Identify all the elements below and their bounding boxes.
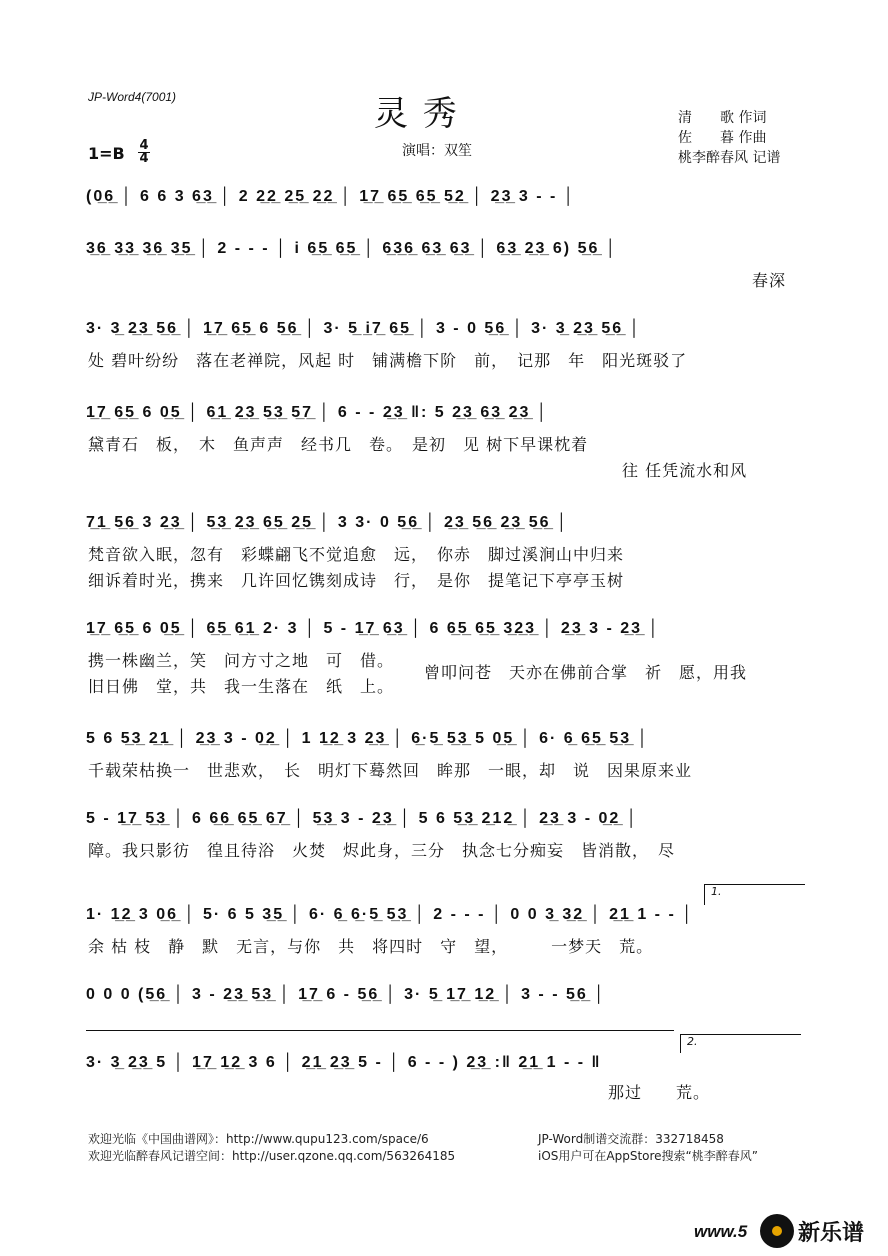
notes-line-3: 3· 3̲ 2̲3̲ 5̲6̲ │ 1̲7̲ 6̲5̲ 6 5̲6̲ │ 3· 5̲ i̲7̲ 6̲5̲ │ 3 - 0 5̲6̲ │ 3· 3̲ 2̲3̲ 5̲6̲ │ <box>86 320 642 337</box>
notes-line-11: 3· 3̲ 2̲3̲ 5 │ 1̲7̲ 1̲2̲ 3 6 │ 2̲1̲ 2̲3̲ 5 - │ 6 - - ) 2̲3̲ :‖ 2̲1̲ 1 - - ‖ <box>86 1054 602 1071</box>
composer-credit: 佐 暮 作曲 <box>678 130 767 146</box>
notes-line-5: 7̲1̲ 5̲6̲ 3 2̲3̲ │ 5̲3̲ 2̲3̲ 6̲5̲ 2̲5̲ │ 3 3· 0 5̲6̲ │ 2̲3̲ 5̲6̲ 2̲3̲ 5̲6̲ │ <box>86 514 569 531</box>
brand-logo: 新乐谱 <box>798 1221 865 1246</box>
key-signature: 1=B <box>88 144 125 163</box>
repeat-line <box>86 1030 674 1031</box>
footer-right-1: JP-Word制谱交流群：332718458 <box>538 1132 724 1146</box>
volta-label-1: 1. <box>711 885 722 898</box>
lyrics-line-2a: 春深 <box>752 271 787 290</box>
lyrics-line-7a: 千载荣枯换一 世悲欢， 长 明灯下蓦然回 眸那 一眼，却 说 因果原来业 <box>88 761 693 780</box>
transcriber-credit: 桃李醉春风 记谱 <box>678 150 781 166</box>
lyrics-line-6c: 曾叩问苍 天亦在佛前合掌 祈 愿，用我 <box>424 663 748 682</box>
notes-line-4: 1̲7̲ 6̲5̲ 6 0̲5̲ │ 6̲1̲ 2̲3̲ 5̲3̲ 5̲7̲ │ 6 - - 2̲3̲ ‖: 5 2̲3̲ 6̲3̲ 2̲3̲ │ <box>86 404 549 421</box>
lyrics-line-9a: 余 枯 枝 静 默 无言，与你 共 将四时 守 望， 一梦天 荒。 <box>88 937 654 956</box>
footer-right-2: iOS用户可在AppStore搜索“桃李醉春风” <box>538 1149 758 1163</box>
time-bottom: 4 <box>139 151 149 166</box>
footer-left-2: 欢迎光临醉春风记谱空间：http://user.qzone.qq.com/563264185 <box>88 1149 456 1163</box>
lyrics-line-5a: 梵音欲入眠，忽有 彩蝶翩飞不觉追愈 远， 你赤 脚过溪涧山中归来 <box>88 545 625 564</box>
record-logo-icon <box>760 1214 794 1248</box>
watermark-url: www.5 <box>694 1222 748 1241</box>
lyrics-line-6b: 旧日佛 堂，共 我一生落在 纸 上。 <box>88 677 395 696</box>
notes-line-10: 0 0 0 (5̲6̲ │ 3 - 2̲3̲ 5̲3̲ │ 1̲7̲ 6 - 5̲6̲ │ 3· 5̲ 1̲7̲ 1̲2̲ │ 3 - - 5̲6̲ │ <box>86 986 607 1003</box>
notes-line-2: 3̲6̲ 3̲3̲ 3̲6̲ 3̲5̲ │ 2 - - - │ i 6̲5̲ 6̲5̲ │ 6̲3̲6̲ 6̲3̲ 6̲3̲ │ 6̲3̲ 2̲3̲ 6) 5̲6̲ │ <box>86 240 618 257</box>
lyrics-line-8a: 障。我只影彷 徨且待浴 火焚 烬此身，三分 执念七分痴妄 皆消散， 尽 <box>88 841 676 860</box>
notes-line-9: 1· 1̲2̲ 3 0̲6̲ │ 5· 6 5 3̲5̲ │ 6· 6̲ 6̲·5̲ 5̲3̲ │ 2 - - - │ 0 0 3̲ 3̲2̲ │ 2̲1̲ 1 - - │ <box>86 906 695 923</box>
lyrics-line-11a: 那过 荒。 <box>608 1083 711 1102</box>
volta-label-2: 2. <box>687 1035 698 1048</box>
time-top: 4 <box>139 138 149 153</box>
singer-credit: 演唱：双笙 <box>402 143 472 159</box>
volta-bracket-1 <box>704 884 805 905</box>
notes-line-1: (0̲6̲ │ 6 6 3 6̲3̲ │ 2 2̲2̲ 2̲5̲ 2̲2̲ │ 1̲7̲ 6̲5̲ 6̲5̲ 5̲2̲ │ 2̲3̲ 3 - - │ <box>86 188 576 205</box>
notes-line-7: 5 6 5̲3̲ 2̲1̲ │ 2̲3̲ 3 - 0̲2̲ │ 1 1̲2̲ 3 2̲3̲ │ 6̲·5̲ 5̲3̲ 5 0̲5̲ │ 6· 6̲ 6̲5̲ 5̲3̲ │ <box>86 730 650 747</box>
notes-line-6: 1̲7̲ 6̲5̲ 6 0̲5̲ │ 6̲5̲ 6̲1̲ 2· 3 │ 5 - 1̲7̲ 6̲3̲ │ 6 6̲5̲ 6̲5̲ 3̲2̲3̲ │ 2̲3̲ 3 - 2̲3̲ │ <box>86 620 661 637</box>
lyricist-credit: 清 歌 作词 <box>678 110 767 126</box>
notes-line-8: 5 - 1̲7̲ 5̲3̲ │ 6 6̲6̲ 6̲5̲ 6̲7̲ │ 5̲3̲ 3 - 2̲3̲ │ 5 6 5̲3̲ 2̲12̲ │ 2̲3̲ 3 - 0̲2̲ │ <box>86 810 639 827</box>
volta-bracket-2 <box>680 1034 801 1053</box>
lyrics-line-3a: 处 碧叶纷纷 落在老禅院，风起 时 铺满檐下阶 前， 记那 年 阳光斑驳了 <box>88 351 688 370</box>
lyrics-line-6a: 携一株幽兰，笑 问方寸之地 可 借。 <box>88 651 395 670</box>
lyrics-line-4b: 往 任凭流水和风 <box>622 461 748 480</box>
lyrics-line-4a: 黛青石 板， 木 鱼声声 经书几 卷。 是初 见 树下早课枕着 <box>88 435 589 454</box>
song-title: 灵 秀 <box>374 94 459 134</box>
software-label: JP-Word4(7001) <box>88 90 177 104</box>
time-signature <box>138 140 150 165</box>
lyrics-line-5b: 细诉着时光，携来 几许回忆镌刻成诗 行， 是你 提笔记下亭亭玉树 <box>88 571 625 590</box>
footer-left-1: 欢迎光临《中国曲谱网》：http://www.qupu123.com/space/6 <box>88 1132 429 1146</box>
